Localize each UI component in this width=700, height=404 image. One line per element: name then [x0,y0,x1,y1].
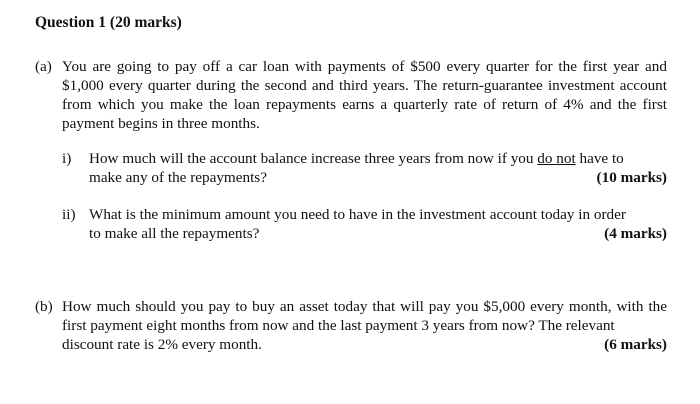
part-b-main-text: How much should you pay to buy an asset today that will pay you $5,000 every month, with the first payment eight months from now and the last payment 3 years from now? The relevant [62,298,667,334]
sub-ii-text [89,205,667,243]
sub-i-line-1: How much will the account balance increase three years from now if you do not have to [89,150,624,167]
part-b-label: (b) [35,298,53,315]
part-a [35,57,667,133]
question-title: Question 1 (20 marks) [35,14,182,31]
sub-ii-label: ii) [62,206,76,223]
sub-ii-line-1: What is the minimum amount you need to have in the investment account today in order [89,206,626,223]
sub-i-text [89,149,667,187]
part-a-subquestion-ii [62,205,667,243]
sub-ii-marks: (4 marks) [604,225,667,242]
part-b [35,297,667,354]
underlined-do-not: do not [537,150,576,167]
part-b-last-line: discount rate is 2% every month. (6 marks) [62,336,667,353]
part-a-label: (a) [35,58,52,75]
sub-i-label: i) [62,150,72,167]
sub-i-line-2: make any of the repayments? (10 marks) [89,169,667,186]
sub-ii-line-2: to make all the repayments? (4 marks) [89,225,667,242]
part-b-text [62,297,667,354]
part-b-marks: (6 marks) [604,336,667,353]
part-a-text: You are going to pay off a car loan with payments of $500 every quarter for the first year and $1,000 every quarter during the second and third years. The return-guarantee investment account from which you make the loan repayments earns a quarterly rate of return of 4% and the first payment begins in three months. [62,58,667,132]
part-a-subquestion-i [62,149,667,187]
sub-i-marks: (10 marks) [596,169,667,186]
